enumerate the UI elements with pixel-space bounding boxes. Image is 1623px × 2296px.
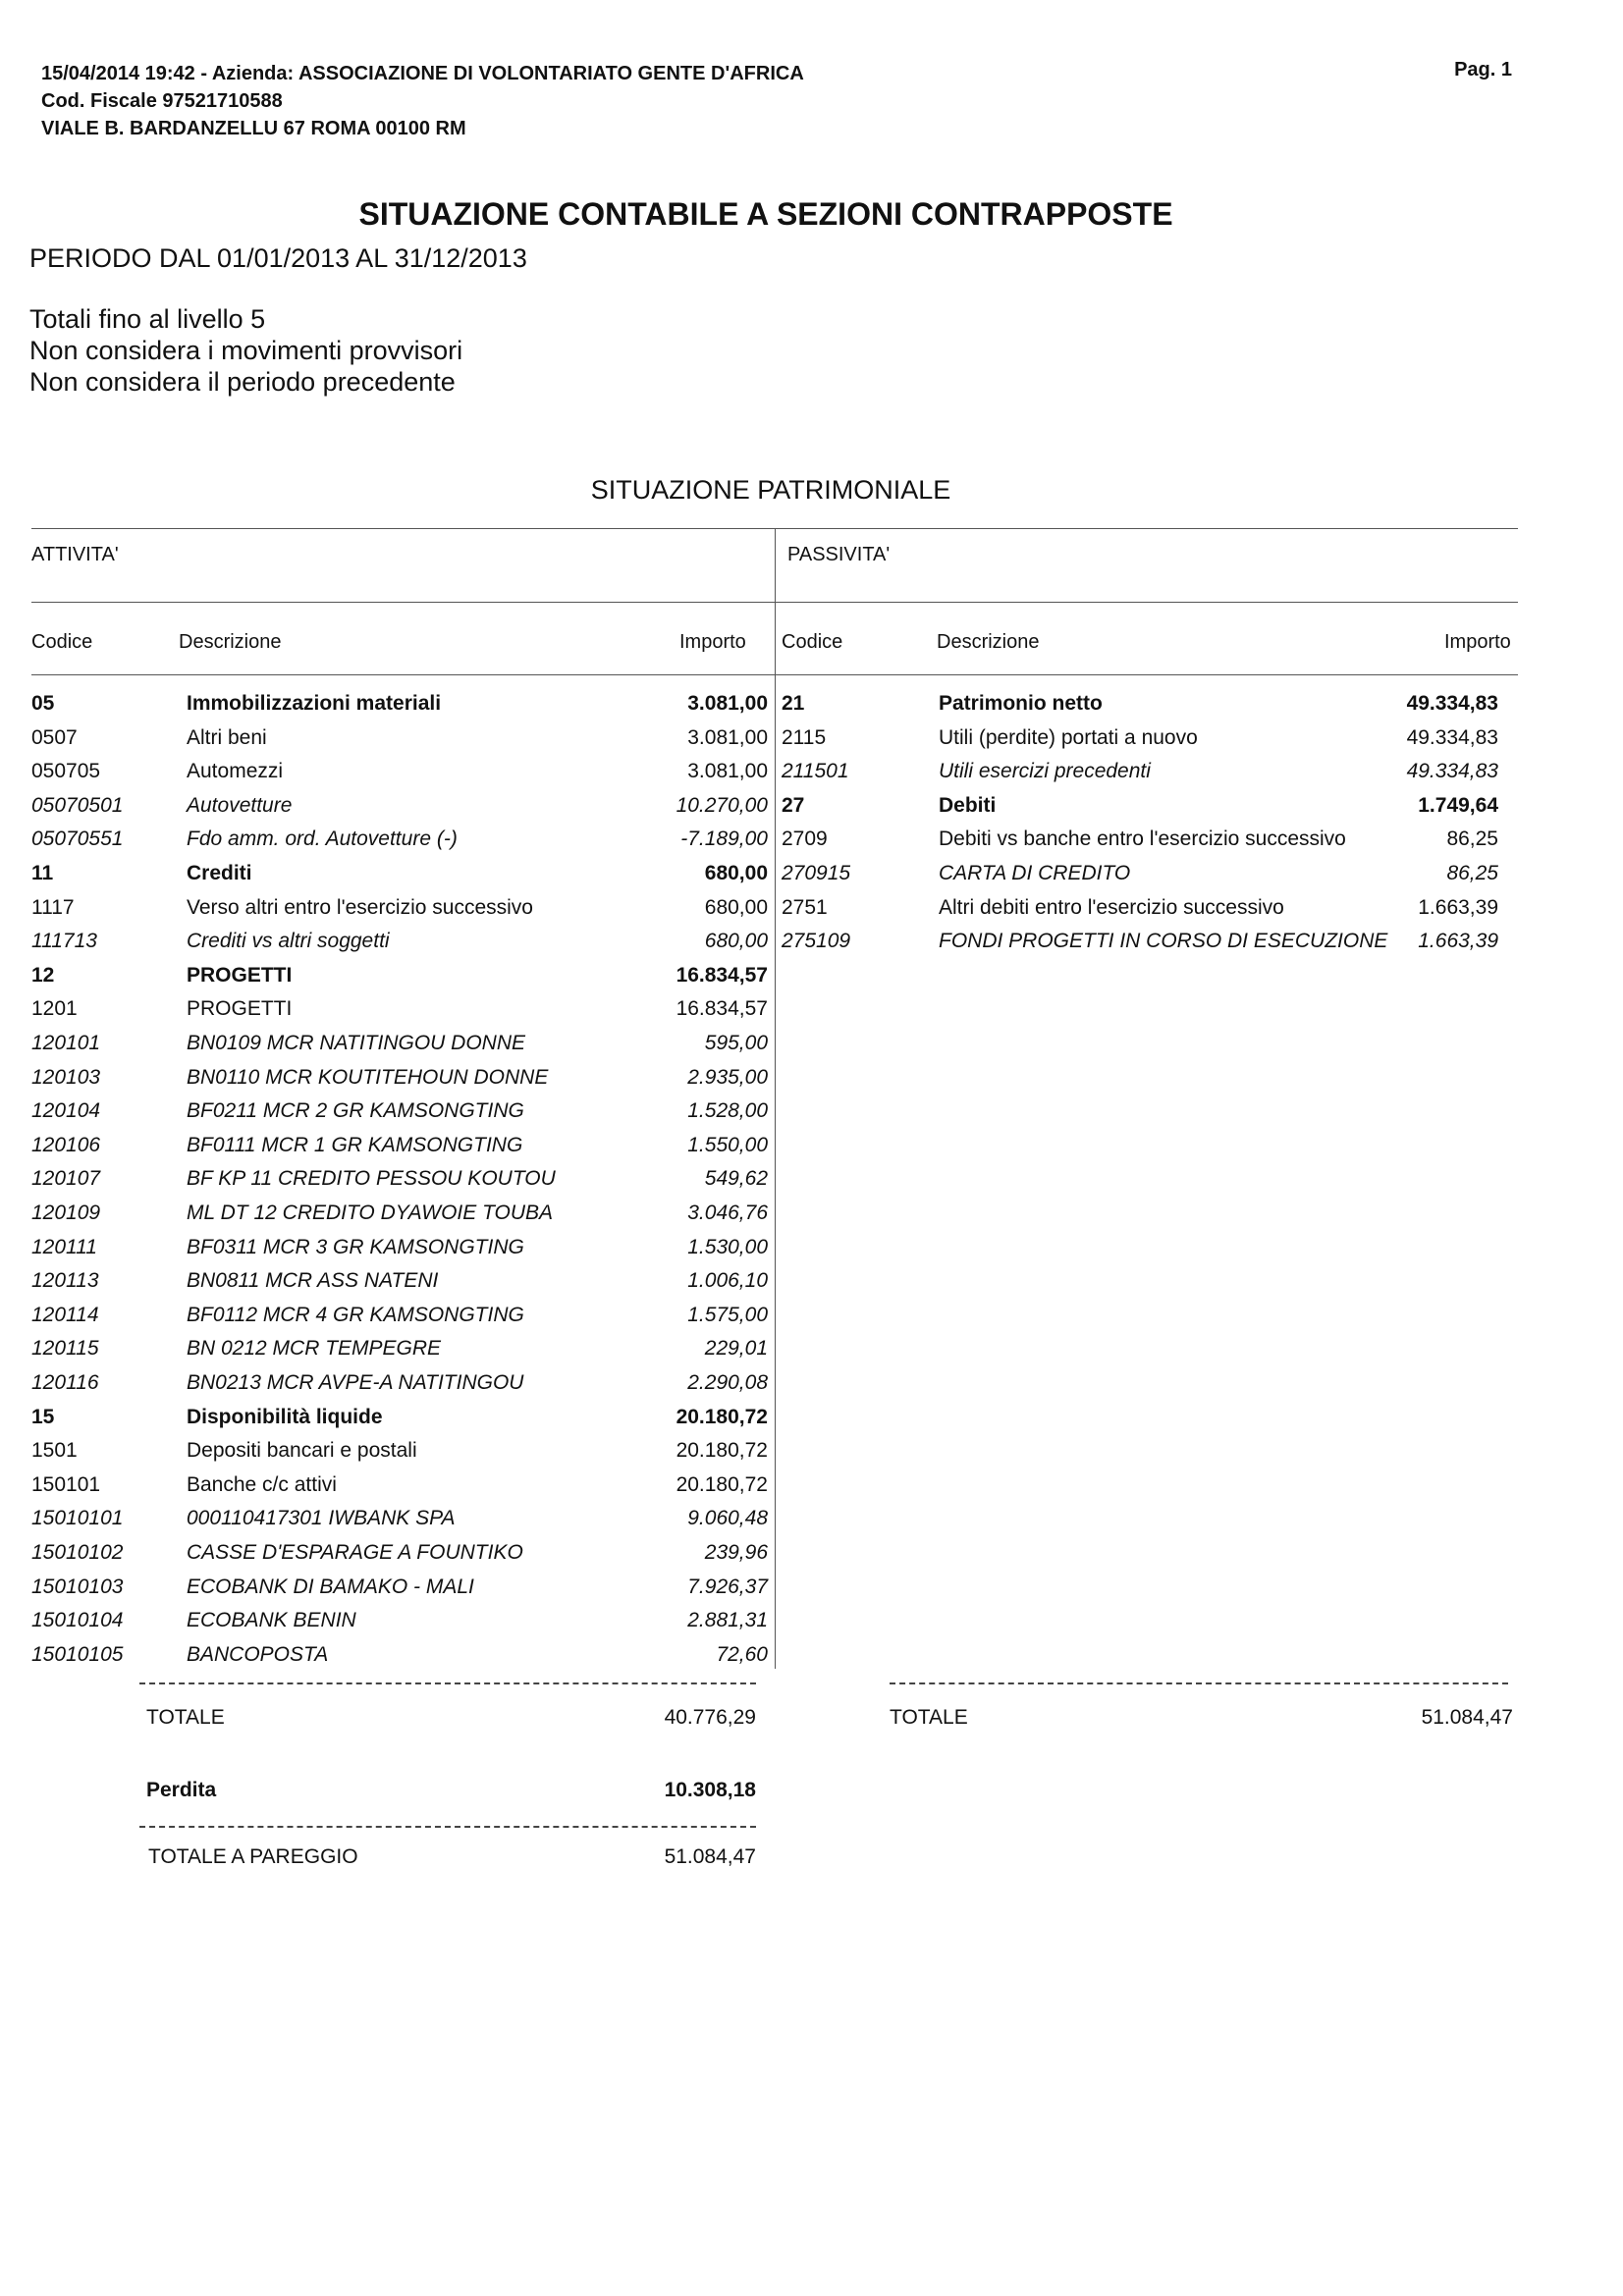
attivita-row	[31, 1236, 770, 1269]
account-code: 1201	[31, 997, 78, 1021]
account-code: 111713	[31, 930, 97, 953]
account-description: Utili esercizi precedenti	[939, 760, 1151, 783]
header-company-line: 15/04/2014 19:42 - Azienda: ASSOCIAZIONE DI VOLONTARIATO GENTE D'AFRICA	[41, 63, 804, 84]
account-code: 275109	[782, 930, 851, 953]
totale-pareggio-label: TOTALE A PAREGGIO	[148, 1845, 358, 1868]
account-amount: 1.663,39	[1418, 930, 1498, 953]
account-code: 15010104	[31, 1609, 124, 1632]
account-code: 211501	[782, 760, 849, 783]
account-amount: 86,25	[1446, 828, 1498, 851]
account-amount: 595,00	[704, 1032, 768, 1054]
right-total-value: 51.084,47	[1421, 1706, 1513, 1729]
left-col-description: Descrizione	[179, 631, 282, 653]
account-description: Verso altri entro l'esercizio successivo	[187, 895, 533, 919]
account-description: BN0109 MCR NATITINGOU DONNE	[187, 1032, 525, 1054]
pareggio-dashed-rule	[139, 1826, 756, 1828]
header-address: VIALE B. BARDANZELLU 67 ROMA 00100 RM	[41, 118, 466, 139]
account-description: Patrimonio netto	[939, 692, 1103, 715]
account-amount: 7.926,37	[687, 1575, 768, 1598]
account-amount: 20.180,72	[676, 1405, 768, 1428]
attivita-row	[31, 1099, 770, 1133]
account-description: Crediti vs altri soggetti	[187, 930, 390, 953]
attivita-row	[31, 726, 770, 760]
right-col-amount: Importo	[1444, 631, 1511, 653]
account-amount: 1.749,64	[1418, 793, 1498, 817]
passivita-row	[782, 794, 1508, 828]
account-amount: 16.834,57	[676, 963, 768, 987]
account-code: 05070501	[31, 793, 124, 817]
attivita-row	[31, 1439, 770, 1472]
account-code: 120113	[31, 1269, 99, 1293]
account-description: BF0111 MCR 1 GR KAMSONGTING	[187, 1133, 523, 1156]
account-amount: 3.081,00	[687, 725, 768, 749]
passivita-row	[782, 726, 1508, 760]
account-amount: 1.528,00	[687, 1099, 768, 1123]
account-code: 2709	[782, 828, 828, 851]
perdita-value: 10.308,18	[664, 1779, 756, 1801]
account-description: Altri debiti entro l'esercizio successivo	[939, 895, 1284, 919]
account-amount: 680,00	[704, 895, 768, 919]
left-total-dashed-rule	[139, 1682, 756, 1684]
right-total-dashed-rule	[890, 1682, 1508, 1684]
account-code: 05070551	[31, 828, 124, 851]
account-description: Banche c/c attivi	[187, 1472, 337, 1496]
account-code: 120101	[31, 1032, 101, 1054]
attivita-row	[31, 1473, 770, 1507]
attivita-row	[31, 1371, 770, 1405]
right-col-description: Descrizione	[937, 631, 1040, 653]
account-amount: 9.060,48	[687, 1507, 768, 1530]
account-code: 120116	[31, 1371, 99, 1394]
account-amount: 16.834,57	[676, 997, 768, 1021]
account-code: 12	[31, 963, 55, 987]
account-description: ML DT 12 CREDITO DYAWOIE TOUBA	[187, 1201, 554, 1224]
passivita-row	[782, 692, 1508, 725]
account-description: Utili (perdite) portati a nuovo	[939, 725, 1198, 749]
account-amount: 1.550,00	[687, 1133, 768, 1156]
account-description: BF0211 MCR 2 GR KAMSONGTING	[187, 1099, 524, 1123]
account-description: BF0112 MCR 4 GR KAMSONGTING	[187, 1303, 524, 1326]
attivita-row	[31, 896, 770, 930]
account-description: Automezzi	[187, 760, 284, 783]
account-description: Disponibilità liquide	[187, 1405, 383, 1428]
account-description: BN 0212 MCR TEMPEGRE	[187, 1337, 442, 1361]
account-code: 1501	[31, 1439, 78, 1463]
account-code: 120115	[31, 1337, 99, 1361]
passivita-row	[782, 862, 1508, 895]
account-description: 000110417301 IWBANK SPA	[187, 1507, 456, 1530]
option-line-2: Non considera i movimenti provvisori	[29, 336, 463, 365]
attivita-row	[31, 1167, 770, 1201]
account-description: BANCOPOSTA	[187, 1642, 329, 1666]
account-code: 150101	[31, 1472, 101, 1496]
left-total-label: TOTALE	[146, 1706, 225, 1729]
account-amount: 680,00	[704, 862, 768, 884]
account-description: BN0213 MCR AVPE-A NATITINGOU	[187, 1371, 524, 1394]
account-amount: 3.046,76	[687, 1201, 768, 1224]
account-code: 15010102	[31, 1541, 124, 1564]
attivita-row	[31, 794, 770, 828]
totale-pareggio-value: 51.084,47	[664, 1845, 756, 1868]
account-description: ECOBANK DI BAMAKO - MALI	[187, 1575, 474, 1598]
account-code: 050705	[31, 760, 101, 783]
table-center-divider	[775, 528, 776, 1669]
account-description: Debiti vs banche entro l'esercizio successivo	[939, 828, 1346, 851]
account-code: 27	[782, 793, 805, 817]
account-code: 15010101	[31, 1507, 124, 1530]
account-amount: 49.334,83	[1406, 725, 1498, 749]
attivita-row	[31, 997, 770, 1031]
option-line-3: Non considera il periodo precedente	[29, 367, 456, 397]
account-code: 15010105	[31, 1642, 124, 1666]
account-description: Altri beni	[187, 725, 267, 749]
page-number: Pag. 1	[1454, 59, 1512, 80]
account-description: BF0311 MCR 3 GR KAMSONGTING	[187, 1235, 524, 1258]
right-col-code: Codice	[782, 631, 843, 653]
attivita-row	[31, 1643, 770, 1677]
attivita-section-label: ATTIVITA'	[31, 544, 119, 565]
attivita-row	[31, 828, 770, 861]
perdita-label: Perdita	[146, 1779, 217, 1801]
account-amount: 229,01	[704, 1337, 768, 1361]
account-code: 270915	[782, 862, 851, 884]
account-code: 15	[31, 1405, 55, 1428]
account-amount: 239,96	[704, 1541, 768, 1564]
attivita-row	[31, 1269, 770, 1303]
account-description: ECOBANK BENIN	[187, 1609, 356, 1632]
attivita-row	[31, 692, 770, 725]
account-amount: 3.081,00	[687, 692, 768, 715]
attivita-row	[31, 1541, 770, 1575]
account-code: 120109	[31, 1201, 101, 1224]
attivita-row	[31, 1575, 770, 1609]
attivita-row	[31, 1507, 770, 1540]
attivita-row	[31, 1406, 770, 1439]
attivita-row	[31, 1609, 770, 1642]
attivita-row	[31, 862, 770, 895]
account-description: PROGETTI	[187, 997, 293, 1021]
account-code: 1117	[31, 895, 75, 919]
account-code: 120104	[31, 1099, 101, 1123]
left-total-value: 40.776,29	[664, 1706, 756, 1729]
account-code: 120103	[31, 1065, 101, 1089]
account-amount: 72,60	[716, 1642, 768, 1666]
account-description: BN0110 MCR KOUTITEHOUN DONNE	[187, 1065, 549, 1089]
account-description: Fdo amm. ord. Autovetture (-)	[187, 828, 458, 851]
section-subtitle: SITUAZIONE PATRIMONIALE	[590, 475, 951, 505]
account-code: 11	[31, 862, 54, 884]
account-code: 0507	[31, 725, 78, 749]
account-amount: 10.270,00	[676, 793, 768, 817]
attivita-row	[31, 1201, 770, 1235]
report-title: SITUAZIONE CONTABILE A SEZIONI CONTRAPPOSTE	[358, 196, 1173, 232]
passivita-row	[782, 896, 1508, 930]
account-amount: 680,00	[704, 930, 768, 953]
account-amount: 1.006,10	[687, 1269, 768, 1293]
account-description: Immobilizzazioni materiali	[187, 692, 442, 715]
account-amount: 20.180,72	[676, 1439, 768, 1463]
passivita-row	[782, 760, 1508, 793]
account-description: PROGETTI	[187, 963, 293, 987]
account-code: 21	[782, 692, 805, 715]
account-description: BN0811 MCR ASS NATENI	[187, 1269, 439, 1293]
account-code: 15010103	[31, 1575, 124, 1598]
attivita-row	[31, 1134, 770, 1167]
account-description: CASSE D'ESPARAGE A FOUNTIKO	[187, 1541, 523, 1564]
account-amount: -7.189,00	[680, 828, 768, 851]
attivita-row	[31, 1032, 770, 1065]
account-code: 05	[31, 692, 55, 715]
attivita-row	[31, 964, 770, 997]
account-amount: 20.180,72	[676, 1472, 768, 1496]
left-col-code: Codice	[31, 631, 93, 653]
account-amount: 2.881,31	[687, 1609, 768, 1632]
account-amount: 2.935,00	[687, 1065, 768, 1089]
account-amount: 49.334,83	[1406, 760, 1498, 783]
report-period: PERIODO DAL 01/01/2013 AL 31/12/2013	[29, 243, 527, 273]
account-description: CARTA DI CREDITO	[939, 862, 1131, 884]
attivita-row	[31, 1337, 770, 1370]
account-code: 120106	[31, 1133, 101, 1156]
account-amount: 2.290,08	[687, 1371, 768, 1394]
account-description: Debiti	[939, 793, 997, 817]
account-description: Depositi bancari e postali	[187, 1439, 417, 1463]
account-code: 2751	[782, 895, 828, 919]
right-total-label: TOTALE	[890, 1706, 968, 1729]
account-description: Crediti	[187, 862, 252, 884]
attivita-row	[31, 1066, 770, 1099]
attivita-row	[31, 760, 770, 793]
account-amount: 1.575,00	[687, 1303, 768, 1326]
attivita-row	[31, 1304, 770, 1337]
account-code: 2115	[782, 725, 827, 749]
option-line-1: Totali fino al livello 5	[29, 304, 266, 334]
account-amount: 86,25	[1446, 862, 1498, 884]
account-amount: 549,62	[704, 1167, 768, 1191]
account-code: 120114	[31, 1303, 99, 1326]
passivita-row	[782, 828, 1508, 861]
account-amount: 3.081,00	[687, 760, 768, 783]
passivita-section-label: PASSIVITA'	[787, 544, 891, 565]
header-fiscal-code: Cod. Fiscale 97521710588	[41, 90, 283, 112]
account-code: 120107	[31, 1167, 101, 1191]
left-col-amount: Importo	[679, 631, 746, 653]
account-description: Autovetture	[187, 793, 293, 817]
account-amount: 1.530,00	[687, 1235, 768, 1258]
account-description: FONDI PROGETTI IN CORSO DI ESECUZIONE	[939, 930, 1388, 953]
attivita-row	[31, 930, 770, 963]
account-amount: 1.663,39	[1418, 895, 1498, 919]
account-code: 120111	[31, 1235, 97, 1258]
account-description: BF KP 11 CREDITO PESSOU KOUTOU	[187, 1167, 556, 1191]
passivita-row	[782, 930, 1508, 963]
account-amount: 49.334,83	[1406, 692, 1498, 715]
